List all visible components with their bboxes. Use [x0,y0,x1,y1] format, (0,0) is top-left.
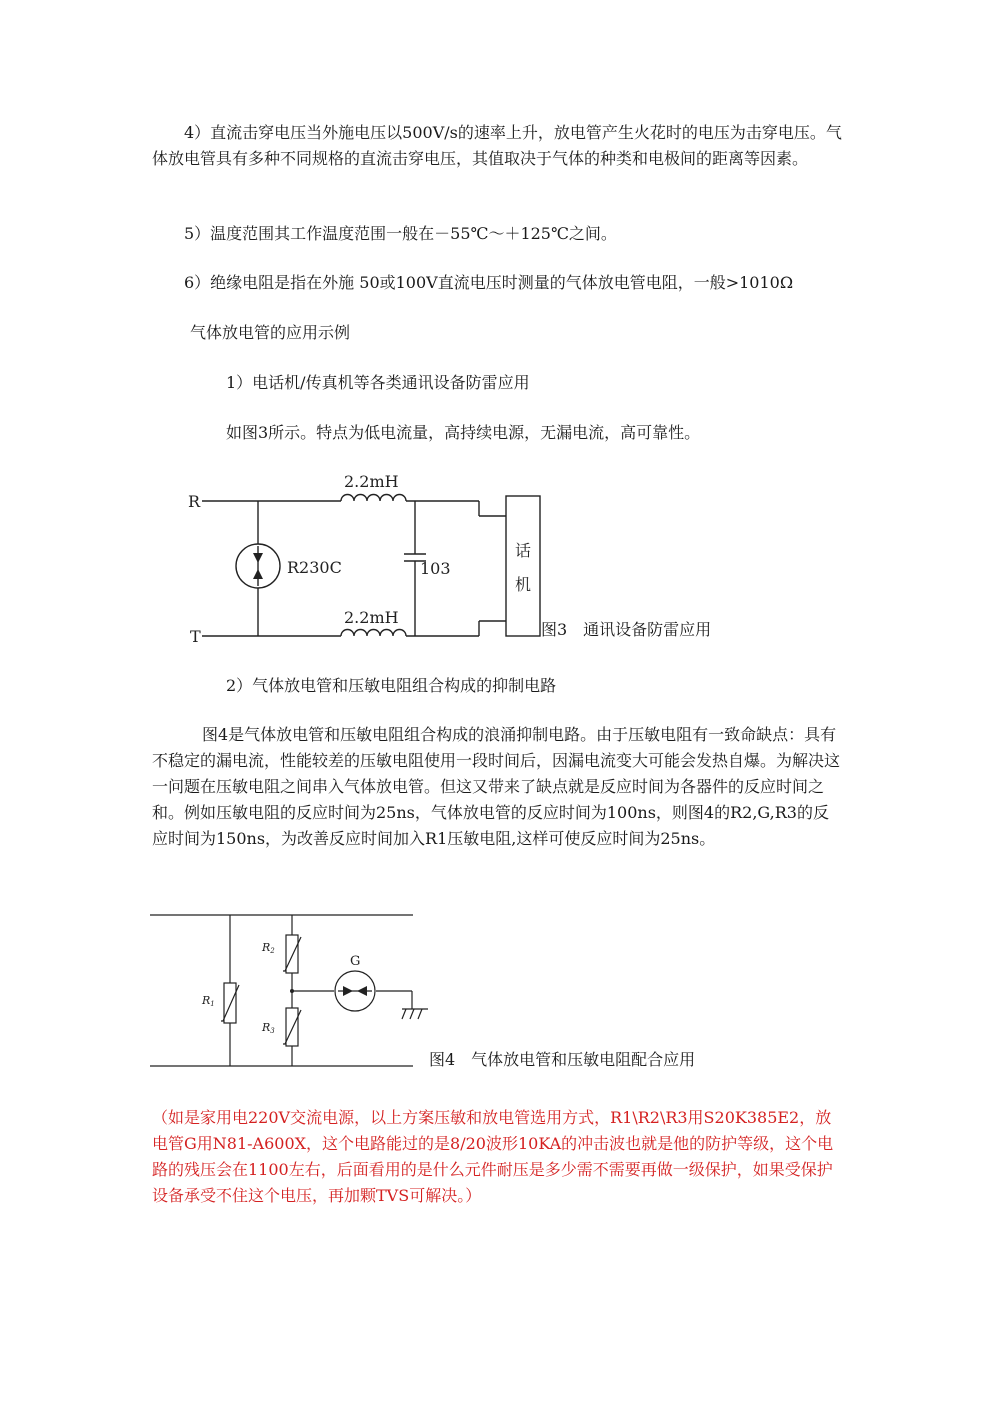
phone-box [506,496,540,636]
red-note: （如是家用电220V交流电源，以上方案压敏和放电管选用方式，R1\R2\R3用S20K385E2，放电管G用N81-A600X，这个电路能过的是8/20波形10KA的冲击波也就是他的防护等级，这个电路的残压会在1100左右，后面看用的是什么元件耐压是多少需不需要再做一级保护，如果受保护设备承受不住这个电压，再加颗TVS可解决。） [152,1108,834,1205]
phone-label-2: 机 [515,575,532,594]
label-R: R [188,492,201,511]
app2-description: 图4是气体放电管和压敏电阻组合构成的浪涌抑制电路。由于压敏电阻有一致命缺点：具有不稳定的漏电流，性能较差的压敏电阻使用一段时间后，因漏电流变大可能会发热自爆。为解决这一问题在压敏电阻之间串入气体放电管。但这又带来了缺点就是反应时间为各器件的反应时间之和。例如压敏电阻的反应时间为25ns，气体放电管的反应时间为100ns，则图4的R2,G,R3的反应时间为150ns，为改善反应时间加入R1压敏电阻,这样可使反应时间为25ns。 [152,725,841,848]
r2-varistor [286,935,298,973]
gdt-label: R230C [287,558,342,577]
section-title: 气体放电管的应用示例 [190,323,351,342]
capacitor-label: 103 [420,559,451,578]
r3-label: R3 [262,1021,275,1035]
r1-varistor [224,983,236,1023]
figure-4-caption: 图4 气体放电管和压敏电阻配合应用 [429,1050,696,1069]
r3-varistor [286,1008,298,1046]
app2-title: 2）气体放电管和压敏电阻组合构成的抑制电路 [226,676,557,695]
inductor-bottom-label: 2.2mH [344,608,399,627]
r1-label: R1 [202,994,215,1008]
figure-4-circuit [150,905,420,1075]
label-T: T [190,627,201,646]
phone-label-1: 话 [515,541,532,560]
inductor-top-label: 2.2mH [344,472,399,491]
g-label: G [350,954,361,969]
app1-description: 如图3所示。特点为低电流量，高持续电源，无漏电流，高可靠性。 [226,423,701,442]
paragraph-item-6: 6）绝缘电阻是指在外施 50或100V直流电压时测量的气体放电管电阻，一般>1010Ω [184,273,794,292]
r2-label: R2 [262,941,275,955]
figure-3-caption: 图3 通讯设备防雷应用 [541,620,712,639]
paragraph-item-5: 5）温度范围其工作温度范围一般在－55℃～＋125℃之间。 [184,224,617,243]
figure-3-circuit [180,460,560,650]
app1-title: 1）电话机/传真机等各类通讯设备防雷应用 [226,373,530,392]
paragraph-item-4: 4）直流击穿电压当外施电压以500V/s的速率上升，放电管产生火花时的电压为击穿电压。气体放电管具有多种不同规格的直流击穿电压，其值取决于气体的种类和电极间的距离等因素。 [152,123,842,168]
